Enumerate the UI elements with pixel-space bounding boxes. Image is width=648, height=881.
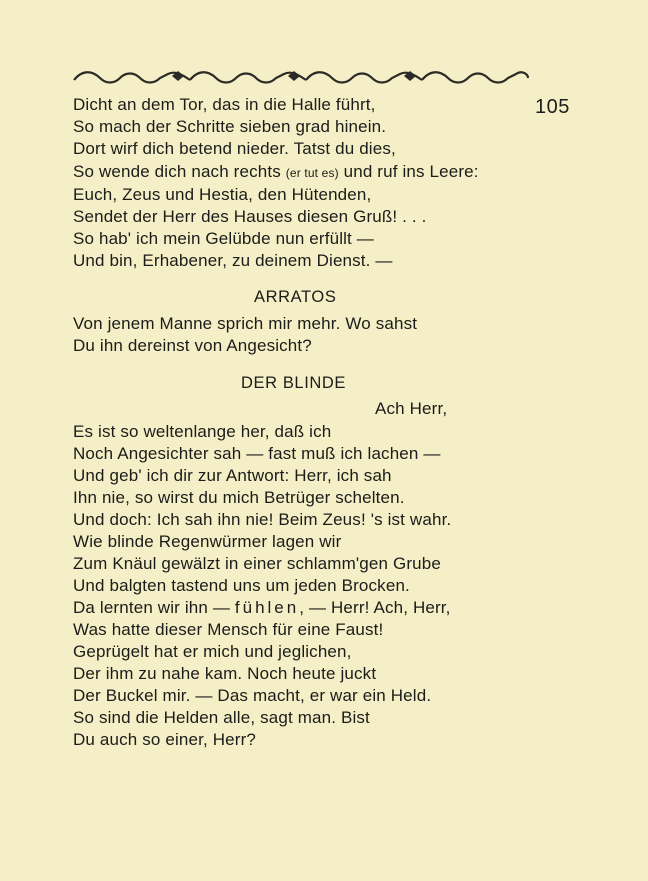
verse-line: Und bin, Erhabener, zu deinem Dienst. — <box>73 251 393 270</box>
verse-line: Euch, Zeus und Hestia, den Hütenden, <box>73 185 372 204</box>
verse-line: So sind die Helden alle, sagt man. Bist <box>73 708 370 727</box>
verse-line: Der Buckel mir. — Das macht, er war ein Held. <box>73 686 432 705</box>
page-number: 105 <box>535 96 570 118</box>
verse-line: Und doch: Ich sah ihn nie! Beim Zeus! 's ist wahr. <box>73 510 452 529</box>
verse-line: Zum Knäul gewälzt in einer schlamm'gen Grube <box>73 554 441 573</box>
verse-line: Und balgten tastend uns um jeden Brocken. <box>73 576 410 595</box>
decorative-border-ornament <box>72 68 530 88</box>
verse-line: Du auch so einer, Herr? <box>73 730 256 749</box>
verse-line: Dort wirf dich betend nieder. Tatst du dies, <box>73 139 396 158</box>
verse-line: Ihn nie, so wirst du mich Betrüger schelten. <box>73 488 405 507</box>
verse-line: Was hatte dieser Mensch für eine Faust! <box>73 620 384 639</box>
verse-line: Von jenem Manne sprich mir mehr. Wo sahst <box>73 314 418 333</box>
verse-line: Geprügelt hat er mich und jeglichen, <box>73 642 352 661</box>
verse-line: Es ist so weltenlange her, daß ich <box>73 422 332 441</box>
speaker-name: DER BLINDE <box>241 374 347 392</box>
verse-text: Da lernten wir ihn — <box>73 598 235 617</box>
verse-text: , — Herr! Ach, Herr, <box>299 598 451 617</box>
emphasized-word: fühlen <box>234 598 300 617</box>
verse-line: So mach der Schritte sieben grad hinein. <box>73 117 387 136</box>
verse-line: Sendet der Herr des Hauses diesen Gruß! . . . <box>73 207 427 226</box>
verse-line: Und geb' ich dir zur Antwort: Herr, ich sah <box>73 466 392 485</box>
verse-line-with-emphasis <box>73 597 451 619</box>
speaker-name: ARRATOS <box>254 288 337 306</box>
verse-line: Der ihm zu nahe kam. Noch heute juckt <box>73 664 377 683</box>
verse-line: Dicht an dem Tor, das in die Halle führt, <box>73 95 376 114</box>
verse-line: Ach Herr, <box>375 399 448 418</box>
verse-line: So hab' ich mein Gelübde nun erfüllt — <box>73 229 374 248</box>
stage-direction: (er tut es) <box>285 166 339 180</box>
verse-text: So wende dich nach rechts <box>73 162 286 181</box>
verse-line: Wie blinde Regenwürmer lagen wir <box>73 532 342 551</box>
verse-line: Noch Angesichter sah — fast muß ich lachen — <box>73 444 441 463</box>
verse-text: und ruf ins Leere: <box>338 162 479 181</box>
verse-line: Du ihn dereinst von Angesicht? <box>73 336 312 355</box>
verse-line-with-stage-direction <box>73 161 479 184</box>
